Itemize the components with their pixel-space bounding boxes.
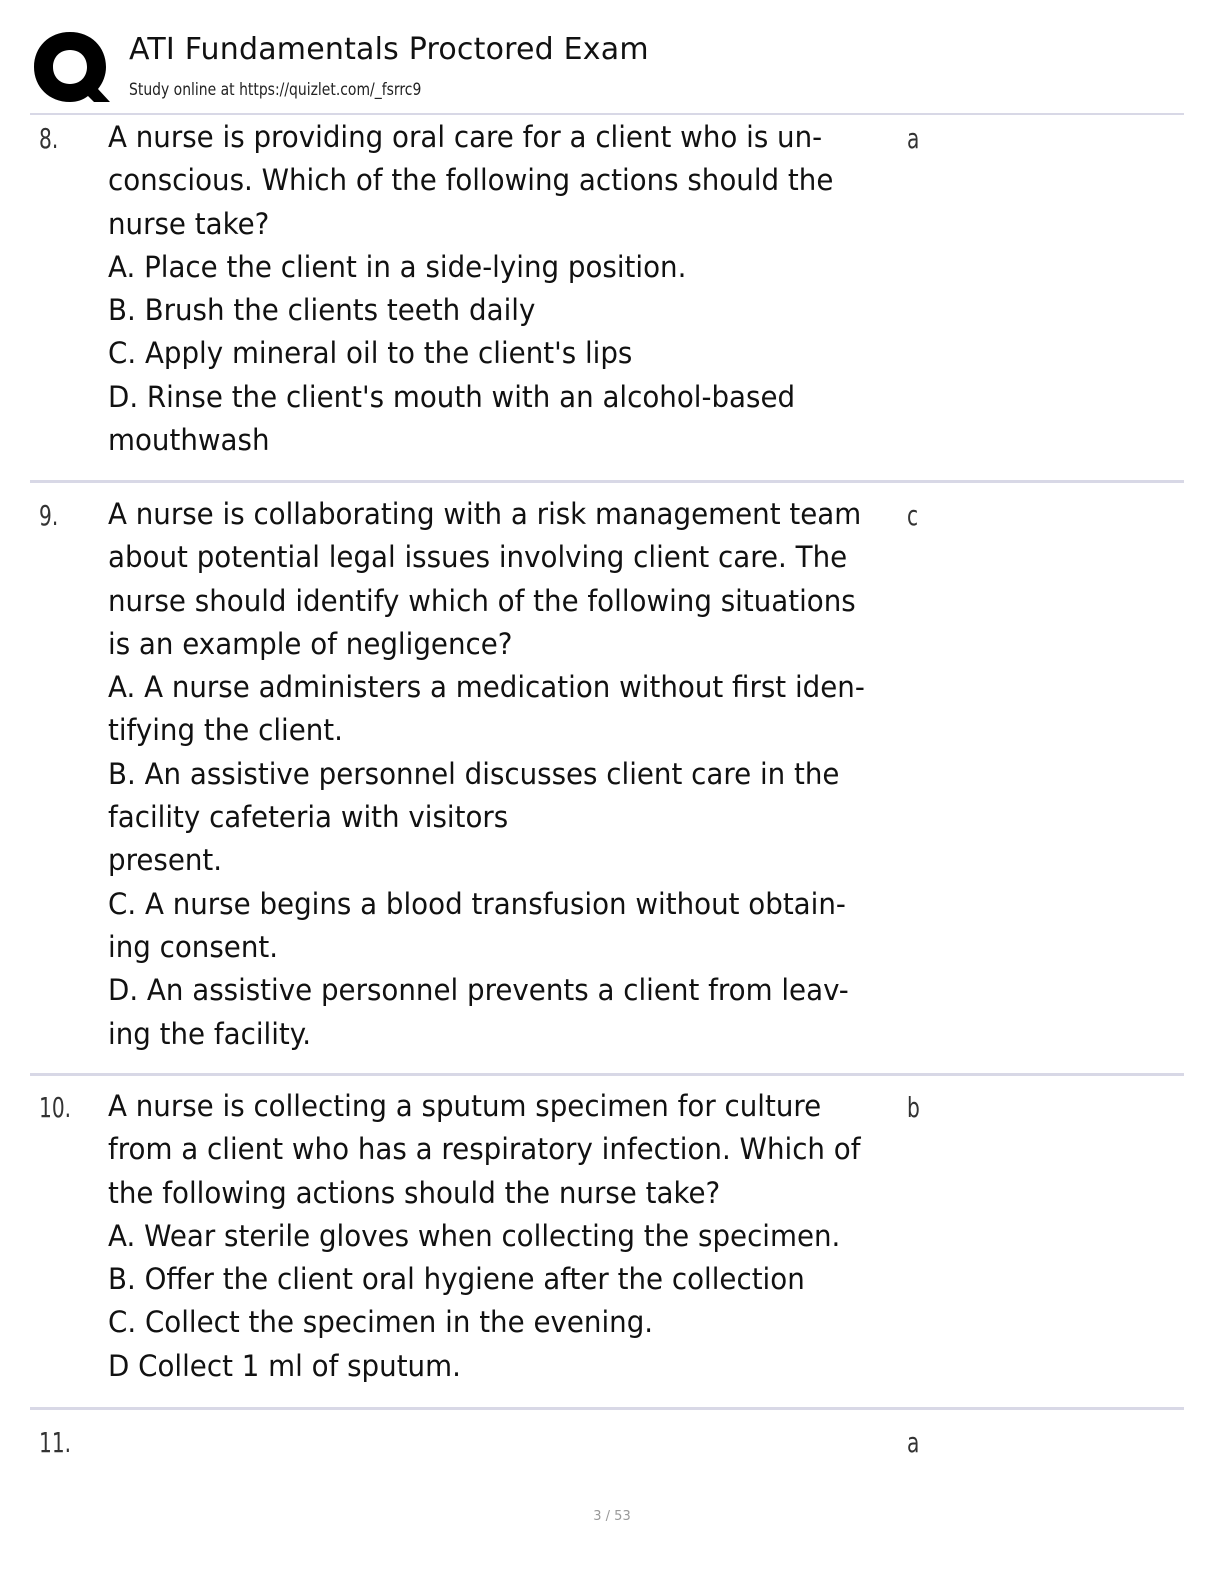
card-number: 8. (39, 122, 59, 155)
card-answer: c (907, 499, 919, 532)
card-divider (30, 480, 1184, 483)
question-line: conscious. Which of the following actions should the (108, 163, 834, 198)
flashcard-9 (30, 493, 1184, 1076)
option-a: A. A nurse administers a medication without first iden- (108, 670, 865, 705)
question-line: nurse take? (108, 206, 270, 241)
option-a-continued: tifying the client. (108, 713, 343, 748)
question-line: from a client who has a respiratory infection. Which of (108, 1132, 861, 1167)
study-online-link[interactable]: Study online at https://quizlet.com/_fsrrc9 (129, 80, 422, 100)
card-number: 9. (39, 499, 59, 532)
card-divider (30, 1073, 1184, 1076)
card-question (108, 1085, 908, 1388)
question-line: nurse should identify which of the following situations (108, 583, 856, 618)
option-c: C. Apply mineral oil to the client's lips (108, 336, 633, 371)
question-line: A nurse is collaborating with a risk management team (108, 497, 862, 531)
question-line: about potential legal issues involving client care. The (108, 540, 848, 575)
question-line: A nurse is collecting a sputum specimen for culture (108, 1089, 822, 1123)
flashcard-11 (30, 1420, 1184, 1480)
card-answer: a (907, 122, 920, 155)
option-d: D Collect 1 ml of sputum. (108, 1348, 461, 1383)
option-c-continued: ing consent. (108, 929, 279, 964)
question-line: A nurse is providing oral care for a client who is un- (108, 120, 823, 154)
quizlet-logo-svg (30, 28, 110, 108)
card-number: 10. (39, 1091, 72, 1124)
option-b-continued: facility cafeteria with visitors (108, 800, 509, 835)
option-b: B. Offer the client oral hygiene after the collection (108, 1262, 805, 1297)
question-line: is an example of negligence? (108, 626, 513, 661)
card-answer: b (907, 1091, 920, 1124)
question-line: the following actions should the nurse take? (108, 1175, 721, 1210)
option-a: A. Wear sterile gloves when collecting the specimen. (108, 1218, 841, 1253)
quizlet-logo-icon (30, 28, 110, 108)
card-question (108, 493, 908, 1056)
option-c: C. Collect the specimen in the evening. (108, 1305, 654, 1340)
header-divider (30, 113, 1184, 115)
option-d-continued: ing the facility. (108, 1016, 312, 1051)
option-b-continued: present. (108, 843, 223, 878)
quizlet-q-shape (34, 32, 110, 102)
option-b: B. An assistive personnel discusses client care in the (108, 756, 840, 791)
page-header (0, 0, 1224, 115)
option-d-continued: mouthwash (108, 423, 270, 458)
option-b: B. Brush the clients teeth daily (108, 293, 536, 328)
option-a: A. Place the client in a side-lying position. (108, 249, 687, 284)
option-c: C. A nurse begins a blood transfusion without obtain- (108, 886, 846, 921)
card-divider (30, 1407, 1184, 1410)
card-question (108, 116, 908, 462)
page-indicator: 3 / 53 (593, 1509, 631, 1524)
card-number: 11. (39, 1426, 72, 1459)
set-title: ATI Fundamentals Proctored Exam (129, 32, 649, 67)
card-answer: a (907, 1426, 920, 1459)
option-d: D. Rinse the client's mouth with an alcohol-based (108, 379, 796, 414)
flashcard-10 (30, 1085, 1184, 1410)
option-d: D. An assistive personnel prevents a client from leav- (108, 973, 849, 1008)
flashcard-8 (30, 116, 1184, 483)
